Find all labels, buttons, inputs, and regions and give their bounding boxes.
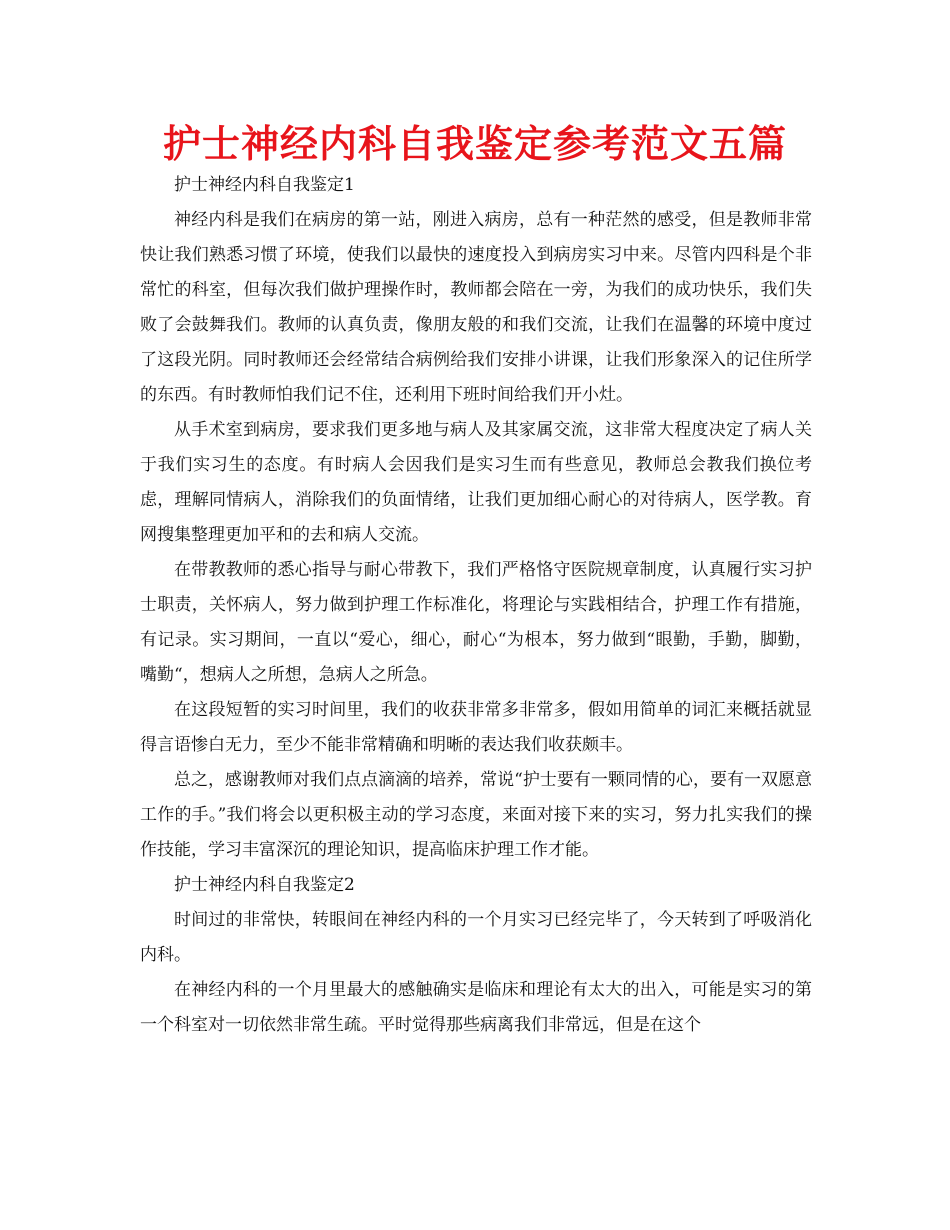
paragraph: 在带教教师的悉心指导与耐心带教下，我们严格恪守医院规章制度，认真履行实习护士职责，关怀病人，努力做到护理工作标准化，将理论与实践相结合，护理工作有措施，有记录。实习期间，一直以“爱心，细心，耐心“为根本，努力做到“眼勤，手勤，脚勤，嘴勤“，想病人之所想，急病人之所急。 (140, 560, 812, 685)
paragraph: 神经内科是我们在病房的第一站，刚进入病房，总有一种茫然的感受，但是教师非常快让我们熟悉习惯了环境，使我们以最快的速度投入到病房实习中来。尽管内四科是个非常忙的科室，但每次我们做护理操作时，教师都会陪在一旁，为我们的成功快乐，我们失败了会鼓舞我们。教师的认真负责，像朋友般的和我们交流，让我们在温馨的环境中度过了这段光阴。同时教师还会经常结合病例给我们安排小讲课，让我们形象深入的记住所学的东西。有时教师怕我们记不住，还利用下班时间给我们开小灶。 (140, 210, 812, 405)
paragraph: 时间过的非常快，转眼间在神经内科的一个月实习已经完毕了，今天转到了呼吸消化内科。 (140, 910, 812, 965)
document-title: 护士神经内科自我鉴定参考范文五篇 (162, 122, 787, 166)
paragraph: 总之，感谢教师对我们点点滴滴的培养，常说“护士要有一颗同情的心，要有一双愿意工作的手。”我们将会以更积极主动的学习态度，来面对接下来的实习，努力扎实我们的操作技能，学习丰富深沉的理论知识，提高临床护理工作才能。 (140, 770, 812, 860)
section-heading-2: 护士神经内科自我鉴定2 (174, 875, 355, 895)
paragraph: 在神经内科的一个月里最大的感触确实是临床和理论有太大的出入，可能是实习的第一个科室对一切依然非常生疏。平时觉得那些病离我们非常远，但是在这个 (140, 980, 812, 1035)
section-heading-1: 护士神经内科自我鉴定1 (174, 175, 355, 195)
paragraph: 在这段短暂的实习时间里，我们的收获非常多非常多，假如用简单的词汇来概括就显得言语惨白无力，至少不能非常精确和明晰的表达我们收获颇丰。 (140, 700, 812, 755)
document-body (140, 168, 812, 1043)
paragraph: 从手术室到病房，要求我们更多地与病人及其家属交流，这非常大程度决定了病人关于我们实习生的态度。有时病人会因我们是实习生而有些意见，教师总会教我们换位考虑，理解同情病人，消除我们的负面情绪，让我们更加细心耐心的对待病人，医学教。育网搜集整理更加平和的去和病人交流。 (140, 420, 812, 545)
